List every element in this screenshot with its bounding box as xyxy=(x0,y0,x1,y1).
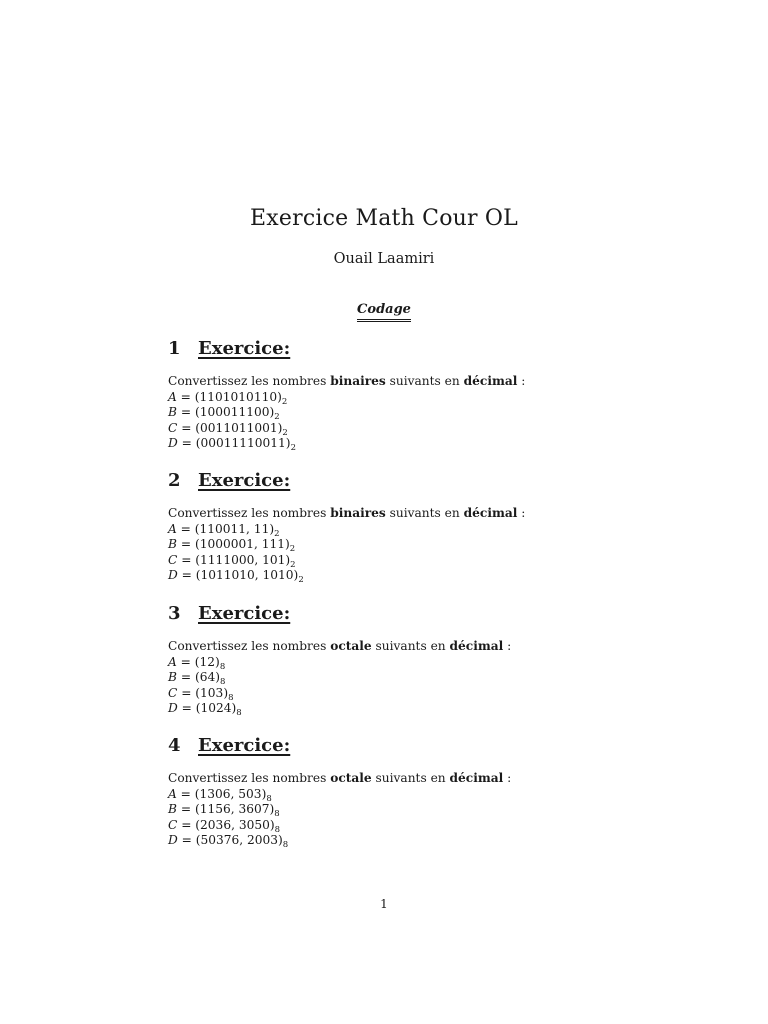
section-heading xyxy=(168,338,728,364)
number-item: $D = (1024)_8$ xyxy=(168,701,242,718)
section-number: 2 xyxy=(168,470,181,491)
section-4 xyxy=(168,735,728,849)
section-title: Exercice: xyxy=(198,735,291,756)
section-body xyxy=(168,374,728,452)
number-item: A = (110011, $11)_2$ xyxy=(168,521,280,539)
number-item: C = (1111000, $101)_2$ xyxy=(168,552,296,570)
section-title: Exercice: xyxy=(198,603,291,624)
exercise-instruction: Convertissez les nombres binaires suivants en décimal : xyxy=(168,374,526,388)
document-title: Exercice Math Cour OL xyxy=(250,206,518,231)
number-item: $C = (103)_8$ xyxy=(168,685,234,703)
section-number: 1 xyxy=(168,338,181,359)
section-heading xyxy=(168,603,728,629)
document-author: Ouail Laamiri xyxy=(333,251,435,267)
section-title: Exercice: xyxy=(198,470,291,491)
number-item: $A = (1101010110)_2$ xyxy=(168,389,288,407)
exercise-instruction: Convertissez les nombres octale suivants en décimal : xyxy=(168,639,512,653)
section-2 xyxy=(168,470,728,584)
page-number: 1 xyxy=(380,897,388,911)
exercise-instruction: Convertissez les nombres octale suivants en décimal : xyxy=(168,771,512,785)
number-item: B = (1000001, $111)_2$ xyxy=(168,537,296,554)
document-subtitle: Codage xyxy=(357,302,411,322)
section-number: 3 xyxy=(168,603,181,624)
number-item: $B = (64)_8$ xyxy=(168,670,226,687)
section-heading xyxy=(168,735,728,761)
section-heading xyxy=(168,470,728,496)
section-body xyxy=(168,771,728,849)
section-title: Exercice: xyxy=(198,338,291,359)
subtitle-container xyxy=(0,298,768,322)
number-item: $B = (100011100)_2$ xyxy=(168,405,280,422)
section-1 xyxy=(168,338,728,452)
number-item: $C = (0011011001)_2$ xyxy=(168,420,288,438)
number-item: A = (1306, $503)_8$ xyxy=(168,786,272,804)
number-item: B = (1156, $3607)_8$ xyxy=(168,802,280,819)
section-body xyxy=(168,506,728,584)
number-item: $D = (00011110011)_2$ xyxy=(168,436,296,453)
section-body xyxy=(168,639,728,717)
section-number: 4 xyxy=(168,735,181,756)
number-item: $A = (12)_8$ xyxy=(168,654,226,672)
exercise-instruction: Convertissez les nombres binaires suivants en décimal : xyxy=(168,506,526,520)
number-item: D = (50376, $2003)_8$ xyxy=(168,833,289,850)
number-item: D = (1011010, $1010)_2$ xyxy=(168,568,304,585)
number-item: C = (2036, $3050)_8$ xyxy=(168,817,281,835)
section-3 xyxy=(168,603,728,717)
